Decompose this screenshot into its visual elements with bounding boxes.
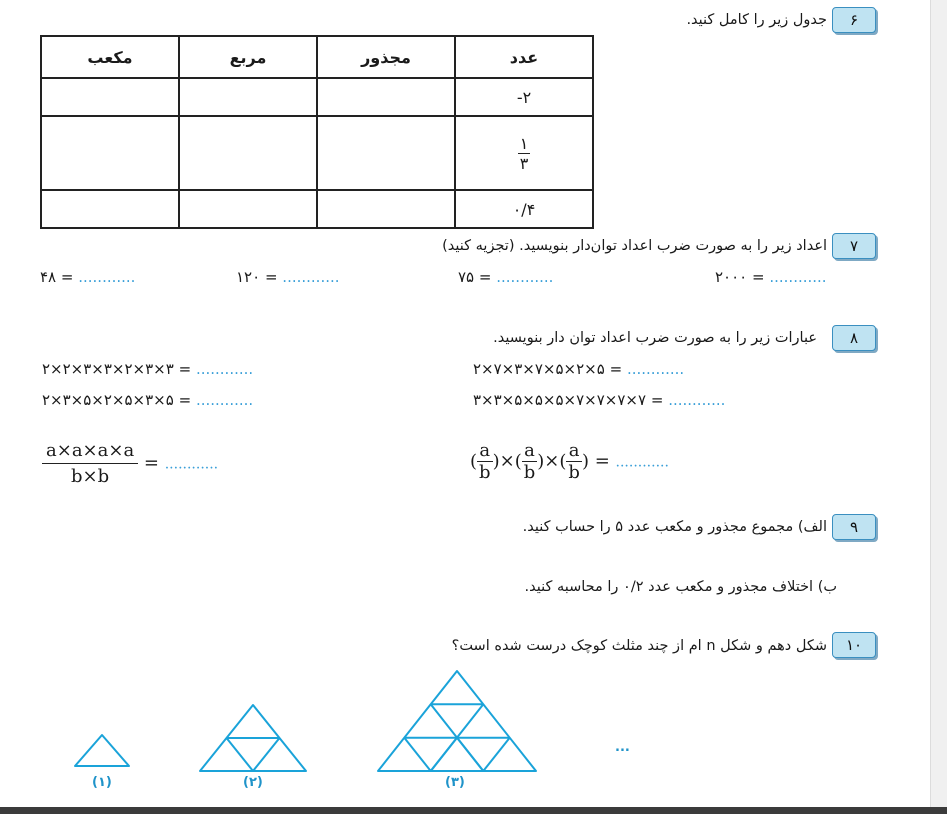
answer-blank[interactable]: ............ (195, 360, 254, 378)
q8-left-expr-2: ۲×۳×۵×۲×۵×۳×۵ = ............ (42, 391, 254, 409)
answer-blank[interactable]: ............ (78, 268, 136, 286)
question-8-text: عبارات زیر را به صورت ضرب اعداد توان دار بنویسید. (493, 330, 817, 346)
fraction-numerator: ۱ (519, 133, 529, 153)
cell-empty[interactable] (41, 190, 179, 228)
triangle-figure-2 (200, 705, 306, 771)
triangle-figure-1 (75, 735, 129, 766)
cell-empty[interactable] (317, 190, 455, 228)
question-8-badge: ۸ (832, 325, 876, 351)
answer-blank[interactable]: ............ (668, 391, 726, 409)
cell-empty[interactable] (317, 78, 455, 116)
answer-blank[interactable]: ............ (626, 360, 685, 378)
page-edge (930, 0, 947, 814)
q7-item-75: ۷۵ = ............ (458, 268, 554, 286)
fraction-denominator: ۳ (519, 153, 529, 173)
cell-number-fraction (455, 116, 593, 190)
answer-blank[interactable]: ............ (195, 391, 254, 409)
header-square: مربع (179, 36, 317, 78)
header-number: عدد (455, 36, 593, 78)
question-9-part-b: ب) اختلاف مجذور و مکعب عدد ۰/۲ را محاسبه کنید. (524, 579, 837, 595)
page-bottom-edge (0, 807, 947, 814)
cell-number-decimal: ۰/۴ (455, 190, 593, 228)
q7-item-2000: ۲۰۰۰ = ............ (715, 268, 827, 286)
q7-item-120: ۱۲۰ = ............ (236, 268, 340, 286)
cell-empty[interactable] (179, 116, 317, 190)
cell-empty[interactable] (179, 78, 317, 116)
header-cube: مکعب (41, 36, 179, 78)
fraction-numerator: a×a×a×a (42, 440, 138, 464)
q8-left-expr-1: ۲×۲×۳×۳×۲×۳×۳ = ............ (42, 360, 254, 378)
fraction-denominator: b×b (71, 466, 110, 487)
figure-label-1: (۱) (92, 775, 112, 790)
q7-item-48: ۴۸ = ............ (40, 268, 136, 286)
answer-blank[interactable]: ............ (282, 268, 340, 286)
q8-fraction-expression: $\frac{a\times a\times a\times a}{b\times b}$ = ............ (42, 440, 218, 487)
header-squared: مجذور (317, 36, 455, 78)
answer-blank[interactable]: ............ (496, 268, 554, 286)
cell-empty[interactable] (41, 116, 179, 190)
question-6-text: جدول زیر را کامل کنید. (686, 12, 827, 28)
figure-label-2: (۲) (243, 775, 263, 790)
question-6-badge: ۶ (832, 7, 876, 33)
question-7-badge: ۷ (832, 233, 876, 259)
triangle-pattern-figure (60, 665, 620, 780)
cell-empty[interactable] (317, 116, 455, 190)
question-9-part-a: الف) مجموع مجذور و مکعب عدد ۵ را حساب کنید. (522, 519, 827, 535)
q8-right-expr-1: ۲×۷×۳×۷×۵×۲×۵ = ............ (473, 360, 685, 378)
answer-blank[interactable]: ............ (615, 454, 669, 471)
figure-label-3: (۳) (445, 775, 465, 790)
question-7-text: اعداد زیر را به صورت ضرب اعداد توان‌دار بنویسید. (تجزیه کنید) (442, 238, 827, 254)
question-10-badge: ۱۰ (832, 632, 876, 658)
question-10-text: شکل دهم و شکل n ام از چند مثلث کوچک درست شده است؟ (451, 638, 827, 654)
pattern-ellipsis: ... (615, 740, 630, 755)
triangle-figure-3 (378, 671, 536, 771)
q8-right-expr-2: ۳×۳×۵×۵×۵×۷×۷×۷×۷ = ............ (473, 391, 726, 409)
answer-blank[interactable]: ............ (769, 268, 827, 286)
q8-power-fraction-expression: ( $\frac{a}{b}$ )×( $\frac{a}{b}$ )×( $\frac{a}{b}$ ) = ............ (470, 440, 669, 483)
fill-in-table (40, 35, 594, 229)
cell-empty[interactable] (41, 78, 179, 116)
question-9-badge: ۹ (832, 514, 876, 540)
answer-blank[interactable]: ............ (164, 456, 219, 473)
cell-empty[interactable] (179, 190, 317, 228)
cell-number-neg2: -۲ (455, 78, 593, 116)
